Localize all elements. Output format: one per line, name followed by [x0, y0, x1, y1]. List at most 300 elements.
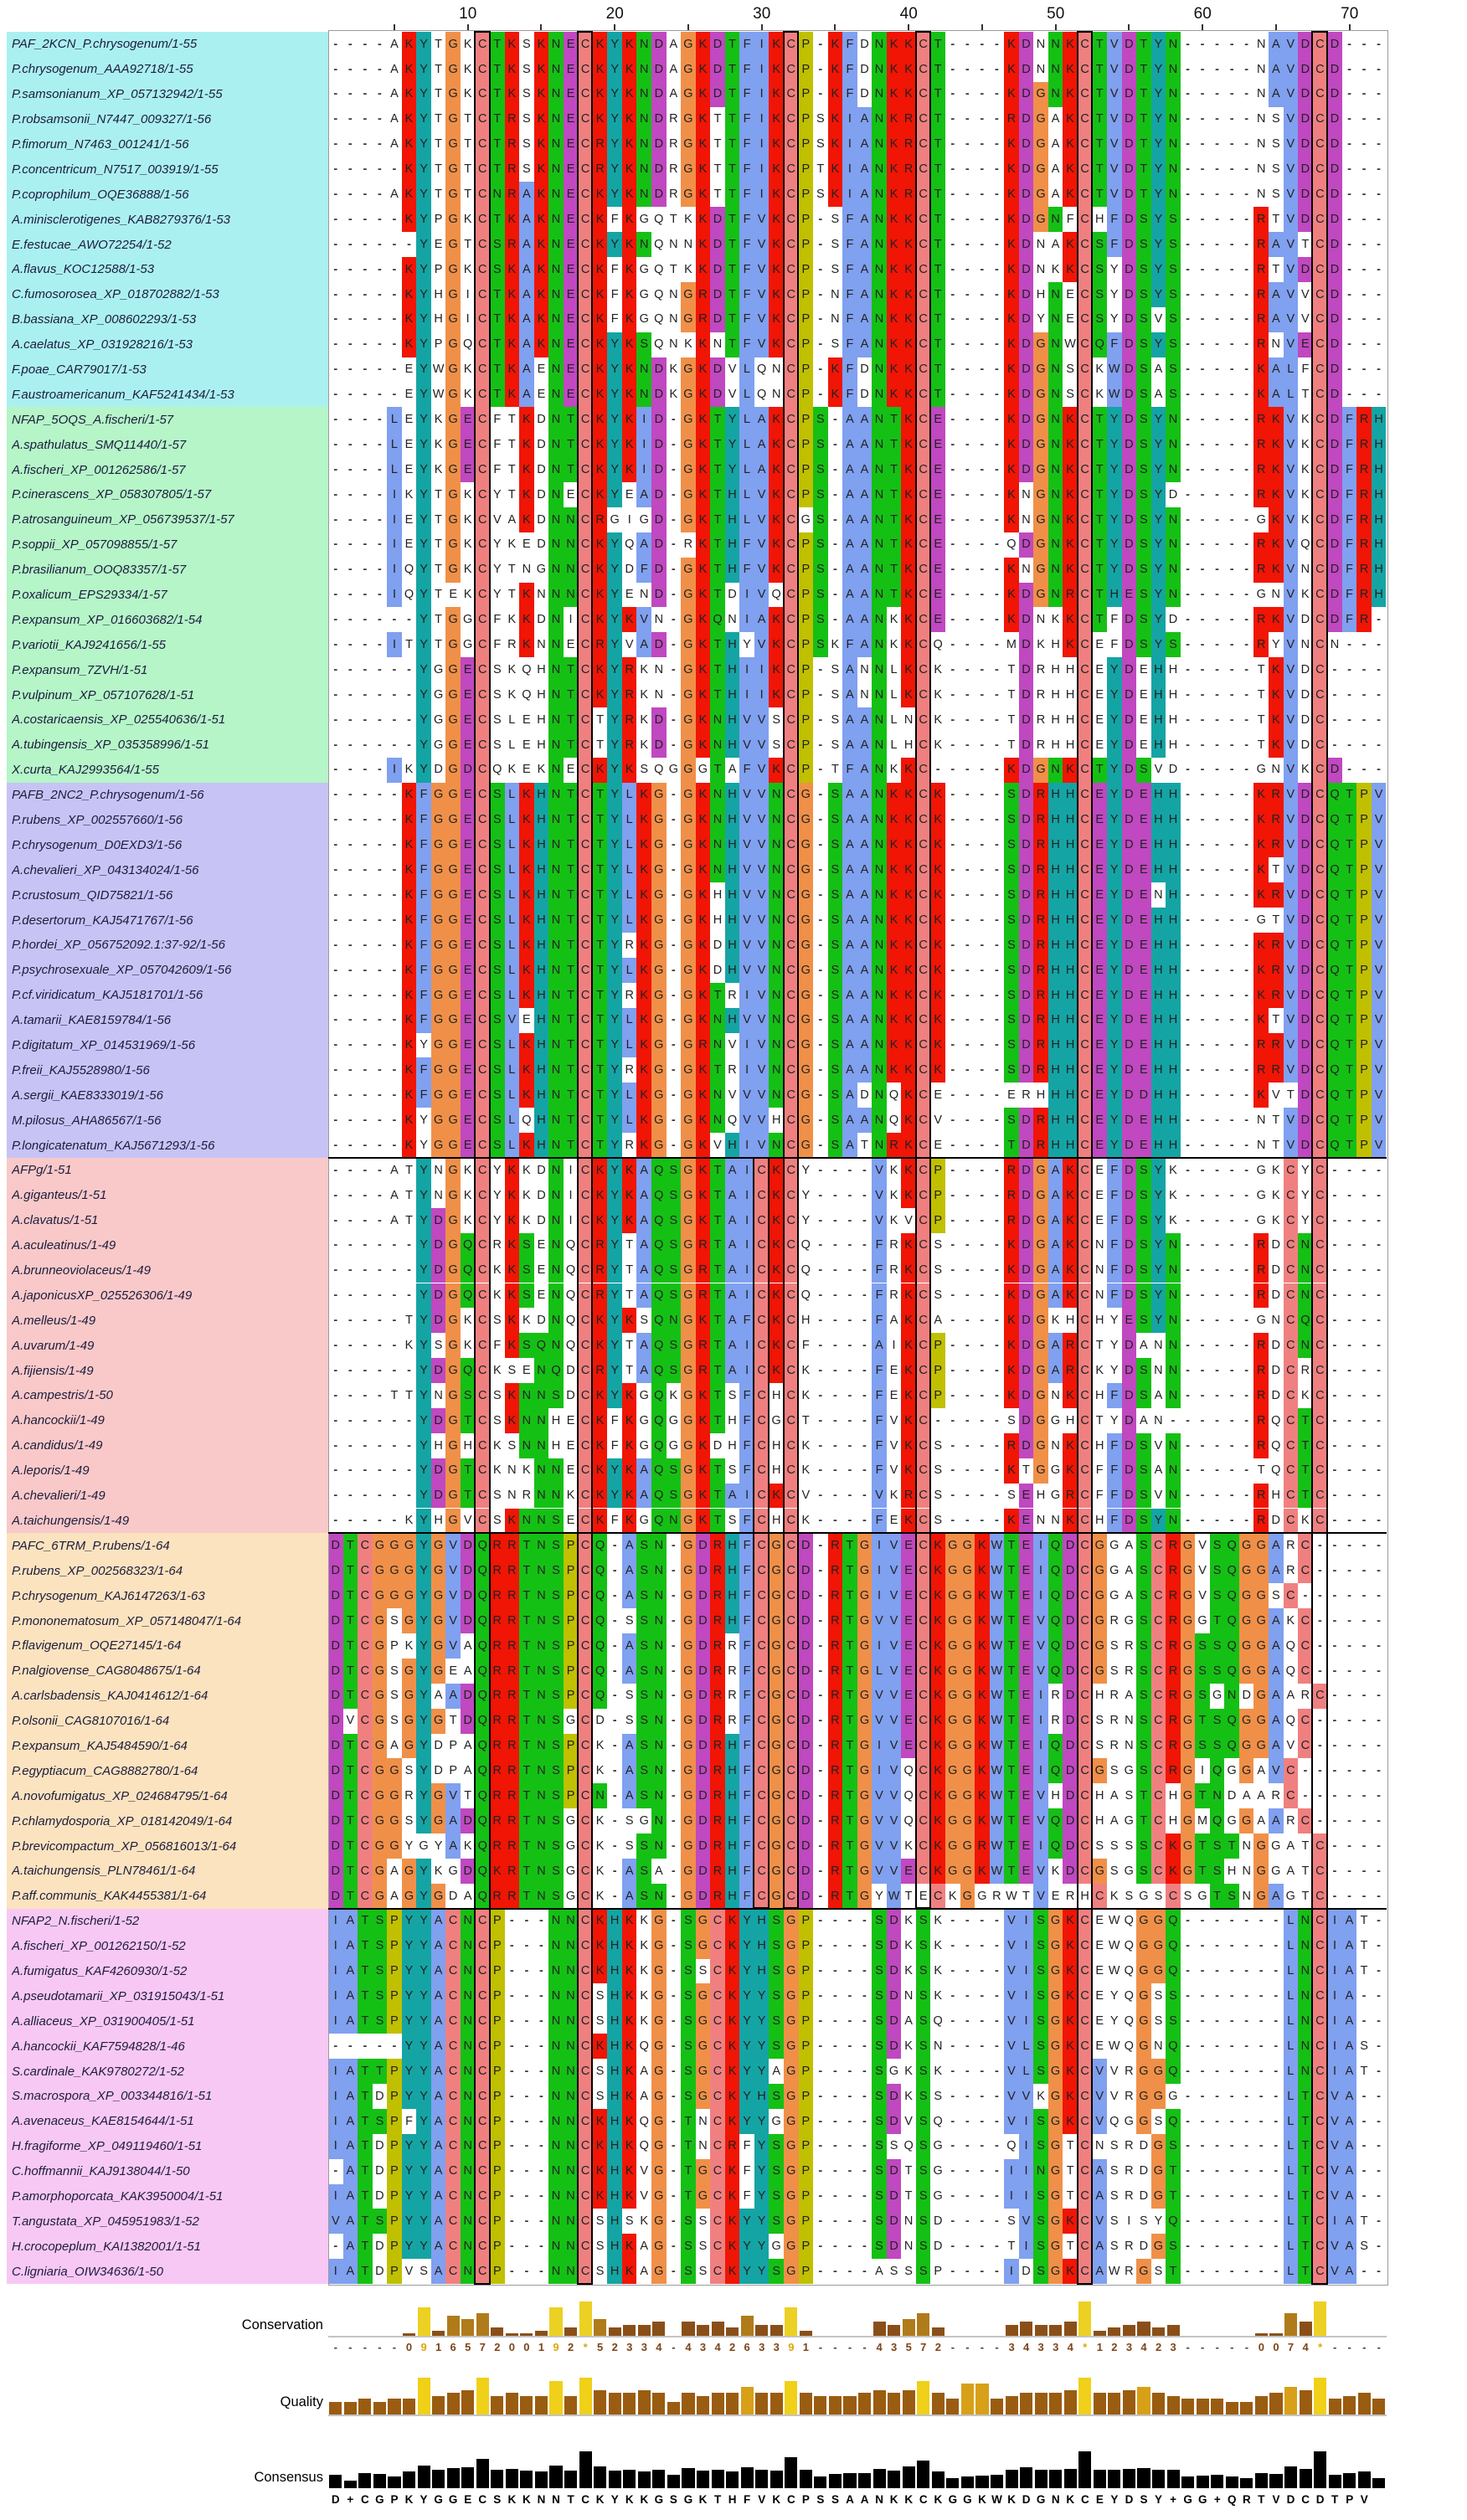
residue-cell[interactable]: I	[739, 1208, 754, 1233]
gap-cell[interactable]: -	[994, 112, 999, 126]
residue-cell[interactable]: E	[1019, 1509, 1034, 1534]
residue-cell[interactable]: F	[739, 1308, 754, 1333]
residue-cell[interactable]: K	[593, 182, 608, 207]
residue-cell[interactable]: C	[1313, 1509, 1328, 1534]
residue-cell[interactable]: N	[548, 1283, 564, 1309]
residue-cell[interactable]: C	[916, 1283, 931, 1309]
residue-cell[interactable]: N	[548, 632, 564, 657]
gap-cell[interactable]: -	[1244, 963, 1249, 977]
gap-cell[interactable]: -	[1200, 413, 1205, 427]
residue-cell[interactable]: N	[548, 157, 564, 182]
gap-cell[interactable]: -	[980, 1063, 985, 1077]
residue-cell[interactable]: T	[725, 82, 740, 107]
gap-cell[interactable]: -	[1377, 87, 1382, 101]
residue-cell[interactable]: P	[799, 107, 814, 132]
residue-cell[interactable]: N	[431, 1183, 446, 1208]
residue-cell[interactable]: Q	[1048, 1608, 1063, 1633]
gap-cell[interactable]: -	[1317, 1588, 1322, 1602]
residue-cell[interactable]: F	[607, 1408, 622, 1433]
gap-cell[interactable]: -	[333, 1188, 338, 1202]
residue-cell[interactable]: G	[1253, 908, 1269, 933]
residue-cell[interactable]: D	[651, 132, 667, 157]
gap-cell[interactable]: -	[994, 212, 999, 226]
gap-cell[interactable]: -	[818, 1563, 823, 1577]
residue-cell[interactable]: H	[1048, 832, 1063, 857]
gap-cell[interactable]: -	[347, 1263, 353, 1278]
gap-cell[interactable]: -	[333, 1338, 338, 1352]
gap-cell[interactable]: -	[862, 1188, 867, 1202]
residue-cell[interactable]: C	[1284, 1484, 1299, 1509]
residue-cell[interactable]: P	[799, 32, 814, 57]
residue-cell[interactable]: F	[739, 1408, 754, 1433]
residue-cell[interactable]: K	[593, 257, 608, 282]
residue-cell[interactable]: C	[1313, 1458, 1328, 1484]
residue-cell[interactable]: K	[901, 1358, 916, 1383]
gap-cell[interactable]: -	[950, 137, 955, 152]
residue-cell[interactable]: G	[799, 507, 814, 532]
gap-cell[interactable]: -	[1215, 537, 1219, 552]
residue-cell[interactable]: K	[696, 357, 711, 383]
residue-cell[interactable]: G	[1253, 1183, 1269, 1208]
residue-cell[interactable]: T	[799, 1408, 814, 1433]
residue-cell[interactable]: R	[1033, 783, 1048, 808]
gap-cell[interactable]: -	[1361, 1514, 1367, 1528]
residue-cell[interactable]: T	[930, 332, 945, 357]
gap-cell[interactable]: -	[1215, 363, 1219, 377]
residue-cell[interactable]: D	[857, 1083, 872, 1108]
residue-cell[interactable]: H	[1048, 958, 1063, 983]
residue-cell[interactable]: N	[667, 232, 682, 257]
residue-cell[interactable]: T	[930, 107, 945, 132]
residue-cell[interactable]: K	[593, 1208, 608, 1233]
residue-cell[interactable]: T	[1004, 707, 1019, 733]
residue-cell[interactable]: N	[548, 758, 564, 783]
residue-cell[interactable]: A	[1048, 1158, 1063, 1183]
residue-cell[interactable]: V	[622, 632, 637, 657]
residue-cell[interactable]: T	[622, 1358, 637, 1383]
residue-cell[interactable]: F	[1063, 207, 1078, 232]
residue-cell[interactable]: P	[930, 1383, 945, 1408]
residue-cell[interactable]: K	[1253, 958, 1269, 983]
residue-cell[interactable]: R	[828, 1633, 843, 1659]
residue-cell[interactable]: V	[1372, 933, 1387, 958]
residue-cell[interactable]: T	[725, 57, 740, 82]
gap-cell[interactable]: -	[1186, 1489, 1190, 1503]
residue-cell[interactable]: N	[636, 32, 651, 57]
residue-cell[interactable]: K	[519, 958, 534, 983]
residue-cell[interactable]: F	[739, 532, 754, 558]
residue-cell[interactable]: I	[461, 282, 476, 307]
gap-cell[interactable]: -	[994, 1138, 999, 1152]
residue-cell[interactable]: A	[857, 182, 872, 207]
residue-cell[interactable]: Q	[1004, 532, 1019, 558]
residue-cell[interactable]: K	[534, 182, 549, 207]
residue-cell[interactable]: T	[1136, 32, 1151, 57]
residue-cell[interactable]: A	[857, 808, 872, 833]
gap-cell[interactable]: -	[862, 1288, 867, 1303]
residue-cell[interactable]: K	[901, 1233, 916, 1258]
residue-cell[interactable]: N	[1048, 407, 1063, 432]
residue-cell[interactable]: V	[754, 983, 770, 1008]
residue-cell[interactable]: T	[461, 1484, 476, 1509]
residue-cell[interactable]: G	[960, 1633, 975, 1659]
sequence-row[interactable]	[328, 1008, 1386, 1033]
residue-cell[interactable]: H	[1151, 933, 1166, 958]
residue-cell[interactable]: A	[842, 958, 857, 983]
residue-cell[interactable]: N	[1253, 32, 1269, 57]
sequence-label[interactable]: P.cf.viridicatum_KAJ5181701/1-56	[12, 988, 203, 1003]
gap-cell[interactable]: -	[1215, 1088, 1219, 1103]
residue-cell[interactable]: K	[636, 857, 651, 882]
residue-cell[interactable]: E	[519, 1358, 534, 1383]
residue-cell[interactable]: D	[1327, 532, 1342, 558]
residue-cell[interactable]: S	[1136, 1283, 1151, 1309]
sequence-row[interactable]	[328, 607, 1386, 632]
gap-cell[interactable]: -	[392, 1288, 397, 1303]
gap-cell[interactable]: -	[965, 1113, 970, 1127]
residue-cell[interactable]: A	[387, 1183, 402, 1208]
residue-cell[interactable]: K	[769, 532, 784, 558]
residue-cell[interactable]: S	[490, 1057, 505, 1083]
residue-cell[interactable]: S	[667, 1158, 682, 1183]
residue-cell[interactable]: E	[1092, 1183, 1107, 1208]
gap-cell[interactable]: -	[347, 37, 353, 51]
gap-cell[interactable]: -	[671, 712, 676, 727]
gap-cell[interactable]: -	[950, 938, 955, 952]
residue-cell[interactable]: R	[901, 132, 916, 157]
residue-cell[interactable]: A	[857, 432, 872, 457]
residue-cell[interactable]: F	[490, 632, 505, 657]
residue-cell[interactable]: C	[916, 832, 931, 857]
residue-cell[interactable]: C	[1078, 157, 1093, 182]
residue-cell[interactable]: V	[1284, 282, 1299, 307]
gap-cell[interactable]: -	[1186, 1138, 1190, 1152]
gap-cell[interactable]: -	[377, 87, 382, 101]
sequence-label[interactable]: P.chlamydosporia_XP_018142049/1-64	[12, 1813, 233, 1828]
gap-cell[interactable]: -	[1361, 1539, 1367, 1553]
residue-cell[interactable]: N	[872, 558, 887, 583]
residue-cell[interactable]: R	[1033, 1057, 1048, 1083]
residue-cell[interactable]: W	[990, 1558, 1005, 1583]
residue-cell[interactable]: Y	[607, 357, 622, 383]
residue-cell[interactable]: H	[1092, 207, 1107, 232]
residue-cell[interactable]: R	[622, 1133, 637, 1158]
gap-cell[interactable]: -	[333, 638, 338, 652]
residue-cell[interactable]: C	[578, 783, 593, 808]
residue-cell[interactable]: G	[1107, 1558, 1122, 1583]
gap-cell[interactable]: -	[1244, 437, 1249, 451]
residue-cell[interactable]: R	[901, 157, 916, 182]
residue-cell[interactable]: G	[696, 758, 711, 783]
sequence-label[interactable]: X.curta_KAJ2993564/1-55	[12, 763, 159, 778]
residue-cell[interactable]: S	[490, 832, 505, 857]
gap-cell[interactable]: -	[965, 1463, 970, 1478]
residue-cell[interactable]: S	[813, 507, 828, 532]
residue-cell[interactable]: T	[1136, 57, 1151, 82]
residue-cell[interactable]: K	[593, 1458, 608, 1484]
residue-cell[interactable]: K	[887, 1484, 902, 1509]
residue-cell[interactable]: A	[754, 432, 770, 457]
sequence-label[interactable]: S.cardinale_KAK9780272/1-52	[12, 2064, 184, 2079]
residue-cell[interactable]: E	[534, 382, 549, 407]
residue-cell[interactable]: T	[1269, 1133, 1284, 1158]
residue-cell[interactable]: C	[784, 1558, 799, 1583]
residue-cell[interactable]: K	[622, 357, 637, 383]
gap-cell[interactable]: -	[1377, 388, 1382, 402]
gap-cell[interactable]: -	[818, 212, 823, 226]
residue-cell[interactable]: A	[519, 307, 534, 332]
residue-cell[interactable]: K	[636, 1033, 651, 1058]
residue-cell[interactable]: S	[1092, 257, 1107, 282]
residue-cell[interactable]: F	[490, 1333, 505, 1358]
residue-cell[interactable]: V	[739, 707, 754, 733]
residue-cell[interactable]: S	[725, 1509, 740, 1534]
residue-cell[interactable]: V	[887, 1533, 902, 1558]
residue-cell[interactable]: V	[739, 933, 754, 958]
residue-cell[interactable]: H	[1166, 1108, 1181, 1133]
gap-cell[interactable]: -	[950, 1438, 955, 1453]
residue-cell[interactable]: K	[1269, 1208, 1284, 1233]
residue-cell[interactable]: N	[1048, 32, 1063, 57]
residue-cell[interactable]: F	[416, 882, 431, 908]
residue-cell[interactable]: C	[1078, 482, 1093, 507]
residue-cell[interactable]: A	[622, 1633, 637, 1659]
residue-cell[interactable]: R	[667, 157, 682, 182]
gap-cell[interactable]: -	[1186, 437, 1190, 451]
residue-cell[interactable]: G	[431, 908, 446, 933]
gap-cell[interactable]: -	[392, 312, 397, 327]
residue-cell[interactable]: L	[622, 1033, 637, 1058]
residue-cell[interactable]: D	[1019, 1057, 1034, 1083]
residue-cell[interactable]: K	[901, 1133, 916, 1158]
residue-cell[interactable]: T	[564, 908, 579, 933]
residue-cell[interactable]: K	[769, 1283, 784, 1309]
residue-cell[interactable]: C	[916, 107, 931, 132]
residue-cell[interactable]: H	[1048, 808, 1063, 833]
residue-cell[interactable]: R	[490, 1533, 505, 1558]
gap-cell[interactable]: -	[392, 813, 397, 827]
gap-cell[interactable]: -	[363, 363, 368, 377]
gap-cell[interactable]: -	[1200, 1314, 1205, 1328]
gap-cell[interactable]: -	[980, 413, 985, 427]
residue-cell[interactable]: I	[387, 583, 402, 608]
gap-cell[interactable]: -	[1200, 1063, 1205, 1077]
residue-cell[interactable]: N	[1298, 558, 1313, 583]
residue-cell[interactable]: P	[1356, 1083, 1372, 1108]
residue-cell[interactable]: P	[799, 558, 814, 583]
residue-cell[interactable]: G	[445, 632, 461, 657]
residue-cell[interactable]: T	[564, 958, 579, 983]
sequence-row[interactable]	[328, 132, 1386, 157]
sequence-label[interactable]: P.desertorum_KAJ5471767/1-56	[12, 913, 193, 928]
residue-cell[interactable]: Y	[607, 1083, 622, 1108]
gap-cell[interactable]: -	[377, 363, 382, 377]
residue-cell[interactable]: K	[769, 457, 784, 482]
gap-cell[interactable]: -	[1229, 638, 1234, 652]
residue-cell[interactable]: Q	[593, 1533, 608, 1558]
residue-cell[interactable]: H	[1063, 1408, 1078, 1433]
residue-cell[interactable]: Y	[1107, 958, 1122, 983]
residue-cell[interactable]: F	[842, 632, 857, 657]
residue-cell[interactable]: V	[1284, 1033, 1299, 1058]
gap-cell[interactable]: -	[1244, 712, 1249, 727]
residue-cell[interactable]: T	[710, 1057, 725, 1083]
residue-cell[interactable]: T	[710, 632, 725, 657]
residue-cell[interactable]: C	[475, 532, 490, 558]
residue-cell[interactable]: G	[402, 1558, 417, 1583]
residue-cell[interactable]: Y	[416, 1509, 431, 1534]
residue-cell[interactable]: F	[1107, 632, 1122, 657]
residue-cell[interactable]: S	[490, 783, 505, 808]
residue-cell[interactable]: A	[842, 983, 857, 1008]
residue-cell[interactable]: D	[564, 1358, 579, 1383]
residue-cell[interactable]: T	[519, 1558, 534, 1583]
residue-cell[interactable]: T	[1342, 882, 1357, 908]
residue-cell[interactable]: Q	[402, 583, 417, 608]
gap-cell[interactable]: -	[950, 1038, 955, 1052]
residue-cell[interactable]: H	[1151, 1083, 1166, 1108]
residue-cell[interactable]: E	[461, 707, 476, 733]
residue-cell[interactable]: G	[681, 32, 696, 57]
residue-cell[interactable]: H	[534, 707, 549, 733]
gap-cell[interactable]: -	[1186, 1263, 1190, 1278]
gap-cell[interactable]: -	[1200, 638, 1205, 652]
residue-cell[interactable]: T	[842, 1583, 857, 1608]
residue-cell[interactable]: G	[651, 1083, 667, 1108]
gap-cell[interactable]: -	[935, 1413, 940, 1427]
residue-cell[interactable]: K	[887, 908, 902, 933]
residue-cell[interactable]: V	[490, 507, 505, 532]
residue-cell[interactable]: S	[1136, 307, 1151, 332]
gap-cell[interactable]: -	[1244, 938, 1249, 952]
gap-cell[interactable]: -	[1215, 1514, 1219, 1528]
residue-cell[interactable]: C	[1078, 882, 1093, 908]
residue-cell[interactable]: Y	[1151, 82, 1166, 107]
sequence-label[interactable]: P.digitatum_XP_014531969/1-56	[12, 1038, 196, 1053]
sequence-row[interactable]	[328, 933, 1386, 958]
residue-cell[interactable]: K	[696, 1509, 711, 1534]
residue-cell[interactable]: R	[887, 1133, 902, 1158]
residue-cell[interactable]: D	[431, 1283, 446, 1309]
residue-cell[interactable]: G	[445, 1183, 461, 1208]
residue-cell[interactable]: G	[445, 57, 461, 82]
residue-cell[interactable]: E	[1019, 1583, 1034, 1608]
residue-cell[interactable]: T	[431, 532, 446, 558]
residue-cell[interactable]: S	[519, 82, 534, 107]
residue-cell[interactable]: G	[1092, 1633, 1107, 1659]
gap-cell[interactable]: -	[1244, 237, 1249, 251]
residue-cell[interactable]: A	[1151, 1383, 1166, 1408]
residue-cell[interactable]: A	[667, 82, 682, 107]
residue-cell[interactable]: V	[1284, 57, 1299, 82]
residue-cell[interactable]: C	[1313, 482, 1328, 507]
residue-cell[interactable]: N	[1166, 432, 1181, 457]
residue-cell[interactable]: E	[930, 407, 945, 432]
gap-cell[interactable]: -	[1347, 1163, 1351, 1177]
residue-cell[interactable]: K	[1253, 382, 1269, 407]
gap-cell[interactable]: -	[1244, 1413, 1249, 1427]
gap-cell[interactable]: -	[1229, 437, 1234, 451]
residue-cell[interactable]: I	[387, 532, 402, 558]
residue-cell[interactable]: D	[1019, 432, 1034, 457]
gap-cell[interactable]: -	[333, 613, 338, 627]
gap-cell[interactable]: -	[1215, 388, 1219, 402]
residue-cell[interactable]: T	[887, 558, 902, 583]
gap-cell[interactable]: -	[347, 687, 353, 702]
residue-cell[interactable]: C	[1078, 457, 1093, 482]
residue-cell[interactable]: K	[930, 733, 945, 758]
gap-cell[interactable]: -	[1244, 537, 1249, 552]
residue-cell[interactable]: G	[1033, 1258, 1048, 1283]
residue-cell[interactable]: S	[1004, 1008, 1019, 1033]
residue-cell[interactable]: F	[416, 783, 431, 808]
sequence-label[interactable]: P.brevicompactum_XP_056816013/1-64	[12, 1839, 237, 1854]
residue-cell[interactable]: F	[1342, 583, 1357, 608]
residue-cell[interactable]: T	[1004, 1659, 1019, 1684]
sequence-label[interactable]: P.olsonii_CAG8107016/1-64	[12, 1714, 170, 1729]
residue-cell[interactable]: F	[739, 307, 754, 332]
residue-cell[interactable]: C	[1078, 1633, 1093, 1659]
residue-cell[interactable]: K	[901, 682, 916, 707]
residue-cell[interactable]: N	[548, 958, 564, 983]
residue-cell[interactable]: D	[1063, 1533, 1078, 1558]
residue-cell[interactable]: E	[1136, 733, 1151, 758]
residue-cell[interactable]: E	[534, 1233, 549, 1258]
residue-cell[interactable]: S	[828, 882, 843, 908]
residue-cell[interactable]: G	[445, 1233, 461, 1258]
residue-cell[interactable]: V	[1284, 733, 1299, 758]
residue-cell[interactable]: V	[887, 1558, 902, 1583]
residue-cell[interactable]: N	[651, 682, 667, 707]
residue-cell[interactable]: A	[1048, 107, 1063, 132]
residue-cell[interactable]: A	[725, 1183, 740, 1208]
residue-cell[interactable]: C	[784, 1083, 799, 1108]
gap-cell[interactable]: -	[363, 588, 368, 602]
residue-cell[interactable]: G	[667, 758, 682, 783]
residue-cell[interactable]: N	[769, 1083, 784, 1108]
residue-cell[interactable]: D	[799, 1558, 814, 1583]
gap-cell[interactable]: -	[363, 262, 368, 276]
gap-cell[interactable]: -	[1186, 1314, 1190, 1328]
gap-cell[interactable]: -	[671, 437, 676, 451]
residue-cell[interactable]: K	[696, 1383, 711, 1408]
residue-cell[interactable]: Q	[651, 758, 667, 783]
residue-cell[interactable]: L	[739, 407, 754, 432]
residue-cell[interactable]: G	[445, 482, 461, 507]
gap-cell[interactable]: -	[333, 37, 338, 51]
residue-cell[interactable]: Q	[548, 1358, 564, 1383]
residue-cell[interactable]: Y	[416, 632, 431, 657]
residue-cell[interactable]: K	[505, 682, 520, 707]
sequence-label[interactable]: A.aculeatinus/1-49	[12, 1238, 116, 1253]
residue-cell[interactable]: R	[1253, 1509, 1269, 1534]
residue-cell[interactable]: H	[1033, 1083, 1048, 1108]
gap-cell[interactable]: -	[994, 162, 999, 177]
residue-cell[interactable]: D	[710, 32, 725, 57]
residue-cell[interactable]: C	[1313, 1083, 1328, 1108]
residue-cell[interactable]: C	[1078, 1133, 1093, 1158]
gap-cell[interactable]: -	[347, 1463, 353, 1478]
residue-cell[interactable]: G	[431, 958, 446, 983]
residue-cell[interactable]: A	[857, 583, 872, 608]
residue-cell[interactable]: K	[887, 357, 902, 383]
residue-cell[interactable]: T	[1136, 132, 1151, 157]
residue-cell[interactable]: D	[1019, 107, 1034, 132]
residue-cell[interactable]: C	[784, 1283, 799, 1309]
residue-cell[interactable]: K	[431, 432, 446, 457]
gap-cell[interactable]: -	[980, 62, 985, 76]
residue-cell[interactable]: C	[1313, 507, 1328, 532]
